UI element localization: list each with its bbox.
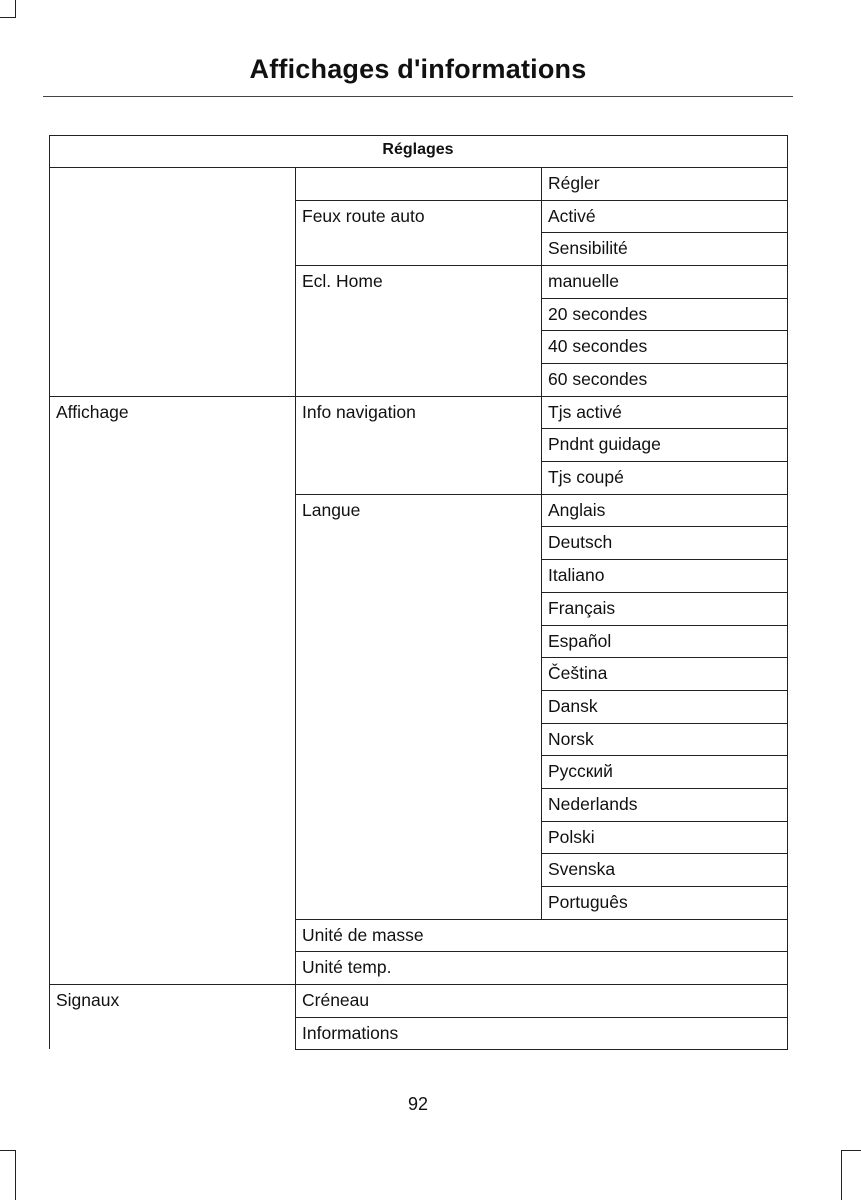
- table-cell-col1: [49, 657, 295, 690]
- table-cell-col1: [49, 919, 295, 952]
- table-cell-col1: [49, 821, 295, 854]
- table-cell-col2: [295, 461, 541, 494]
- table-cell-col2: Créneau: [302, 990, 370, 1010]
- table-row-rule: [541, 625, 788, 626]
- table-row-rule: [541, 330, 788, 331]
- table-cell-col1: [49, 755, 295, 788]
- table-cell-col2: [295, 690, 541, 723]
- table-cell-col3: 40 secondes: [548, 336, 648, 357]
- table-cell-col3: Polski: [548, 826, 595, 847]
- table-row-rule: [541, 461, 788, 462]
- table-row-rule: [295, 1017, 788, 1018]
- table-row-rule: [295, 1049, 788, 1050]
- table-row-rule: [541, 526, 788, 527]
- crop-mark: [0, 17, 16, 18]
- table-cell-col3: Русский: [548, 761, 613, 782]
- table-cell-col2: [295, 559, 541, 592]
- table-column-divider: [541, 167, 542, 919]
- table-row-rule: [49, 984, 295, 985]
- table-cell-col3: 20 secondes: [548, 303, 648, 324]
- table-cell-col2: [295, 886, 541, 919]
- table-cell-col2: [295, 821, 541, 854]
- table-cell-col1: [49, 723, 295, 756]
- crop-mark: [0, 1150, 16, 1151]
- table-cell-col2: [295, 755, 541, 788]
- table-cell-col3: Anglais: [548, 499, 606, 520]
- table-cell-col2: [295, 526, 541, 559]
- table-cell-col2: [295, 298, 541, 331]
- table-cell-col1: [49, 298, 295, 331]
- table-cell-col2: Langue: [302, 499, 361, 520]
- table-cell-col3: Tjs coupé: [548, 467, 624, 488]
- table-cell-col2: Unité de masse: [302, 924, 424, 945]
- table-row-rule: [541, 232, 788, 233]
- table-row-rule: [541, 723, 788, 724]
- table-row-rule: [295, 951, 788, 952]
- table-cell-col2: [295, 232, 541, 265]
- table-cell-col3: Italiano: [548, 565, 605, 586]
- table-cell-col3: Svenska: [548, 859, 616, 880]
- table-header: Réglages: [382, 141, 454, 158]
- table-border-left: [49, 135, 50, 1049]
- table-cell-col3: Régler: [548, 173, 600, 193]
- table-row-rule: [541, 821, 788, 822]
- table-cell-col3: Norsk: [548, 728, 594, 749]
- table-cell-col1: [49, 886, 295, 919]
- table-cell-col1: [49, 526, 295, 559]
- table-row-rule: [541, 755, 788, 756]
- table-cell-col2: [295, 363, 541, 396]
- page-number: 92: [407, 1094, 429, 1114]
- table-cell-col3: Português: [548, 891, 628, 912]
- table-cell-col1: [49, 494, 295, 527]
- crop-mark: [841, 1150, 842, 1200]
- table-cell-col3: Français: [548, 597, 616, 618]
- table-cell-col3: manuelle: [548, 271, 620, 292]
- table-row-rule: [541, 788, 788, 789]
- table-cell-col2: Info navigation: [302, 401, 416, 422]
- table-cell-col3: Čeština: [548, 663, 608, 684]
- table-cell-col1: [49, 265, 295, 298]
- table-row-rule: [541, 657, 788, 658]
- table-row-rule: [541, 592, 788, 593]
- table-cell-col1: [49, 951, 295, 984]
- table-cell-col2: [295, 853, 541, 886]
- table-cell-col3: Pndnt guidage: [548, 434, 661, 455]
- table-cell-col1: [49, 853, 295, 886]
- table-cell-col3: Tjs activé: [548, 401, 622, 422]
- table-row-rule: [49, 396, 295, 397]
- table-cell-col2: Informations: [302, 1022, 399, 1043]
- table-row-rule: [541, 690, 788, 691]
- table-cell-col1: Signaux: [56, 990, 120, 1010]
- table-cell-col1: [49, 428, 295, 461]
- crop-mark: [841, 1150, 861, 1151]
- table-cell-col1: [49, 200, 295, 233]
- table-row-rule: [295, 396, 788, 397]
- table-cell-col2: [295, 167, 541, 200]
- table-cell-col3: Español: [548, 630, 612, 651]
- table-row-rule: [541, 886, 788, 887]
- table-cell-col1: [49, 167, 295, 200]
- table-row-rule: [295, 919, 788, 920]
- table-cell-col1: [49, 461, 295, 494]
- table-cell-col1: [49, 559, 295, 592]
- table-cell-col2: [295, 428, 541, 461]
- table-row-rule: [295, 984, 788, 985]
- table-cell-col2: [295, 788, 541, 821]
- table-row-rule: [541, 559, 788, 560]
- table-cell-col1: [49, 625, 295, 658]
- table-cell-col1: [49, 1017, 295, 1050]
- table-cell-col2: [295, 330, 541, 363]
- table-cell-col1: Affichage: [56, 401, 129, 422]
- page-title: Affichages d'informations: [249, 54, 587, 84]
- table-row-rule: [541, 853, 788, 854]
- table-cell-col3: Nederlands: [548, 793, 638, 814]
- table-cell-col1: [49, 363, 295, 396]
- table-cell-col2: [295, 625, 541, 658]
- table-row-rule: [295, 200, 788, 201]
- table-cell-col1: [49, 788, 295, 821]
- table-row-rule: [295, 265, 788, 266]
- table-cell-col1: [49, 232, 295, 265]
- table-row-rule: [541, 428, 788, 429]
- table-cell-col3: Activé: [548, 205, 596, 226]
- table-cell-col2: Ecl. Home: [302, 271, 383, 292]
- table-cell-col1: [49, 330, 295, 363]
- table-cell-col1: [49, 592, 295, 625]
- table-cell-col3: Deutsch: [548, 532, 613, 553]
- table-cell-col2: Feux route auto: [302, 205, 425, 226]
- table-cell-col2: [295, 592, 541, 625]
- table-header-rule: [49, 167, 788, 168]
- crop-mark: [15, 1150, 16, 1200]
- title-divider: [43, 96, 793, 97]
- table-row-rule: [541, 298, 788, 299]
- table-row-rule: [541, 363, 788, 364]
- table-cell-col3: Dansk: [548, 695, 598, 716]
- crop-mark: [15, 0, 16, 18]
- table-cell-col2: Unité temp.: [302, 957, 392, 978]
- table-border-top: [49, 135, 788, 136]
- table-cell-col3: Sensibilité: [548, 238, 628, 259]
- table-cell-col1: [49, 690, 295, 723]
- table-cell-col2: [295, 657, 541, 690]
- table-cell-col3: 60 secondes: [548, 369, 648, 390]
- table-row-rule: [295, 494, 788, 495]
- table-cell-col2: [295, 723, 541, 756]
